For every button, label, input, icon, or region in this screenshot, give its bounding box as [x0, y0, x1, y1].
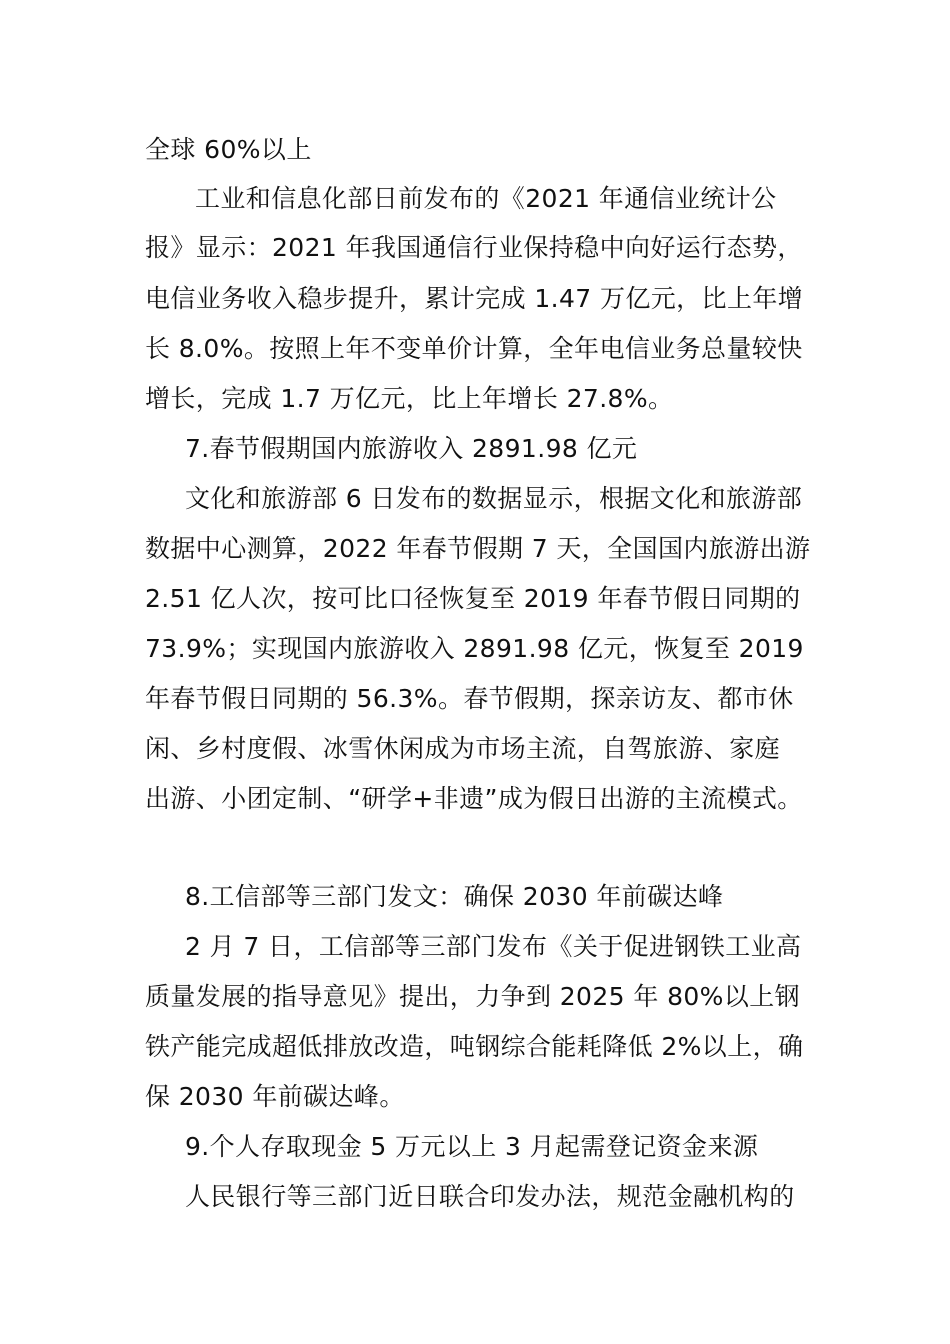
text-line: 铁产能完成超低排放改造，吨钢综合能耗降低 2%以上，确	[145, 1032, 804, 1061]
text-line: 数据中心测算，2022 年春节假期 7 天，全国国内旅游出游	[145, 534, 811, 563]
text-line: 全球 60%以上	[145, 135, 312, 164]
text-line: 闲、乡村度假、冰雪休闲成为市场主流，自驾旅游、家庭	[145, 734, 781, 763]
text-line: 增长，完成 1.7 万亿元，比上年增长 27.8%。	[145, 384, 674, 413]
section-heading: 9.个人存取现金 5 万元以上 3 月起需登记资金来源	[185, 1132, 759, 1161]
text-line: 出游、小团定制、“研学+非遗”成为假日出游的主流模式。	[145, 784, 803, 813]
text-line: 年春节假日同期的 56.3%。春节假期，探亲访友、都市休	[145, 684, 794, 713]
text-line: 电信业务收入稳步提升，累计完成 1.47 万亿元，比上年增	[145, 284, 804, 313]
text-line: 质量发展的指导意见》提出，力争到 2025 年 80%以上钢	[145, 982, 801, 1011]
text-line: 文化和旅游部 6 日发布的数据显示，根据文化和旅游部	[185, 484, 803, 513]
text-line: 长 8.0%。按照上年不变单价计算，全年电信业务总量较快	[145, 334, 803, 363]
text-line: 2.51 亿人次，按可比口径恢复至 2019 年春节假日同期的	[145, 584, 801, 613]
text-line: 报》显示：2021 年我国通信行业保持稳中向好运行态势，	[145, 233, 803, 262]
text-line: 工业和信息化部日前发布的《2021 年通信业统计公	[195, 184, 777, 213]
text-line: 人民银行等三部门近日联合印发办法，规范金融机构的	[185, 1182, 795, 1211]
section-heading: 8.工信部等三部门发文：确保 2030 年前碳达峰	[185, 882, 724, 911]
text-line: 73.9%；实现国内旅游收入 2891.98 亿元，恢复至 2019	[145, 634, 804, 663]
text-line: 保 2030 年前碳达峰。	[145, 1082, 405, 1111]
text-line: 2 月 7 日，工信部等三部门发布《关于促进钢铁工业高	[185, 932, 802, 961]
section-heading: 7.春节假期国内旅游收入 2891.98 亿元	[185, 434, 638, 463]
